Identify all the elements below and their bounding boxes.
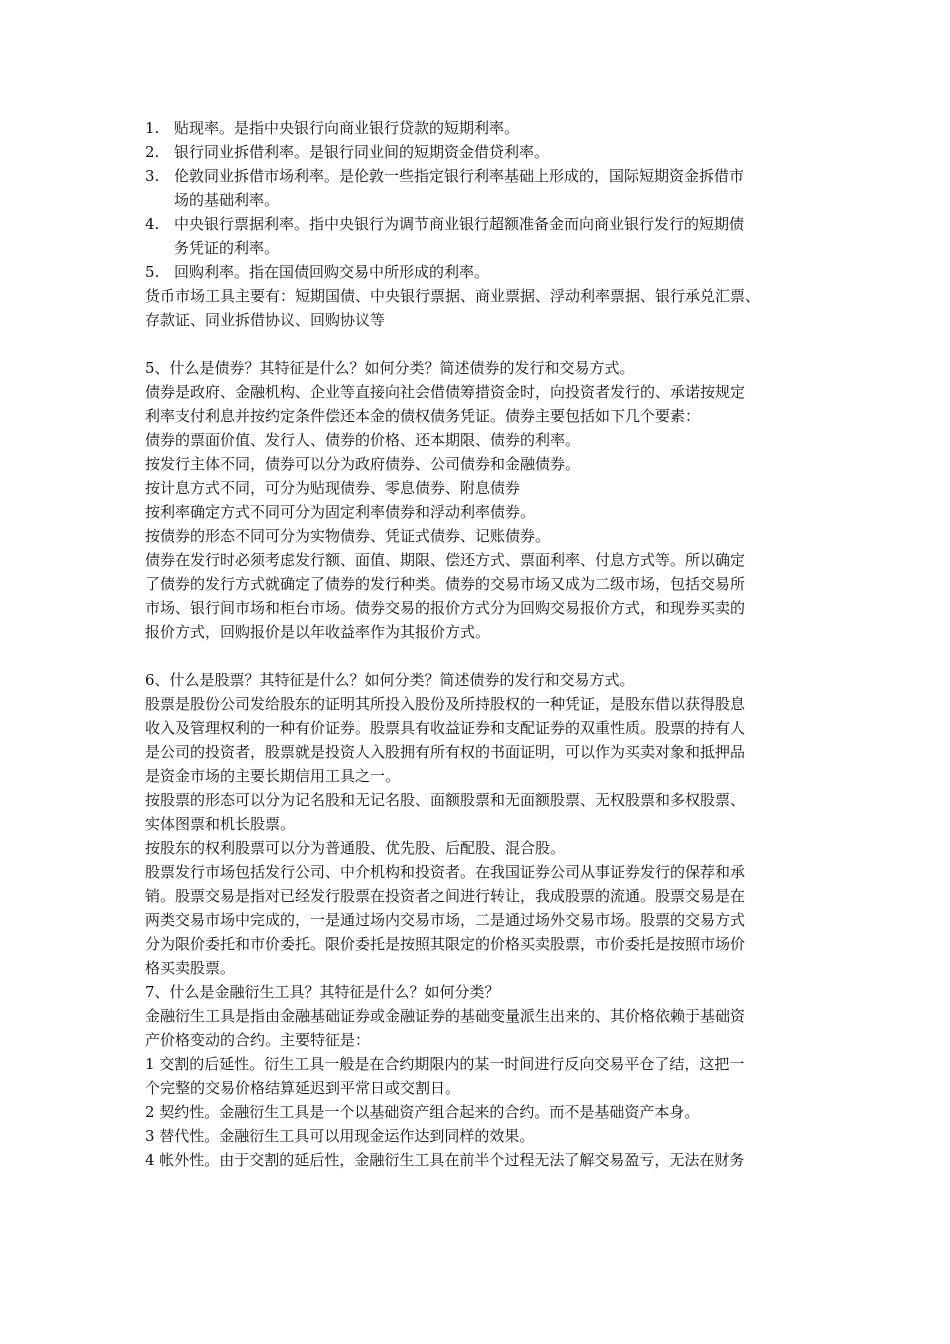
question-5-section [145, 356, 810, 644]
paragraph-line: 是公司的投资者，股票就是投资人入股拥有所有权的书面证明，可以作为买卖对象和抵押品 [145, 743, 746, 761]
paragraph-line: 债券在发行时必须考虑发行额、面值、期限、偿还方式、票面利率、付息方式等。所以确定 [145, 551, 746, 569]
list-text: 务凭证的利率。 [174, 239, 280, 257]
list-number: 2. [145, 143, 160, 161]
paragraph-line: 两类交易市场中完成的，一是通过场内交易市场，二是通过场外交易市场。股票的交易方式 [145, 911, 746, 929]
spacer [145, 644, 810, 668]
list-text: 贴现率。是指中央银行向商业银行贷款的短期利率。 [174, 119, 520, 137]
list-number: 4. [145, 215, 160, 233]
money-market-paragraph [145, 284, 810, 332]
list-number: 1. [145, 119, 160, 137]
list-text: 场的基础利率。 [174, 191, 280, 209]
list-text: 回购利率。指在国债回购交易中所形成的利率。 [174, 263, 490, 281]
paragraph-line: 4 帐外性。由于交割的延后性，金融衍生工具在前半个过程无法了解交易盈亏，无法在财务 [145, 1151, 745, 1169]
spacer [145, 332, 810, 356]
paragraph-line: 收入及管理权利的一种有价证券。股票具有收益证券和支配证券的双重性质。股票的持有人 [145, 719, 746, 737]
paragraph-line: 债券的票面价值、发行人、债券的价格、还本期限、债券的利率。 [145, 431, 581, 449]
question-5-title: 5、什么是债券？其特征是什么？如何分类？简述债券的发行和交易方式。 [145, 359, 635, 377]
paragraph-line: 按股东的权利股票可以分为普通股、优先股、后配股、混合股。 [145, 839, 566, 857]
list-item [145, 164, 810, 212]
question-6-title: 6、什么是股票？其特征是什么？如何分类？简述债券的发行和交易方式。 [145, 671, 635, 689]
list-text: 伦敦同业拆借市场利率。是伦敦一些指定银行利率基础上形成的，国际短期资金拆借市 [174, 167, 745, 185]
list-number: 5. [145, 263, 160, 281]
document-body [145, 116, 810, 1172]
paragraph-line: 报价方式，回购报价是以年收益率作为其报价方式。 [145, 623, 491, 641]
paragraph-line: 市场、银行间市场和柜台市场。债券交易的报价方式分为回购交易报价方式，和现券买卖的 [145, 599, 746, 617]
paragraph-line: 1 交割的后延性。衍生工具一般是在合约期限内的某一时间进行反向交易平仓了结，这把一 [145, 1055, 745, 1073]
list-text: 中央银行票据利率。指中央银行为调节商业银行超额准备金而向商业银行发行的短期债 [174, 215, 745, 233]
paragraph-line: 债券是政府、金融机构、企业等直接向社会借债筹措资金时，向投资者发行的、承诺按规定 [145, 383, 746, 401]
paragraph-line: 股票是股份公司发给股东的证明其所投入股份及所持股权的一种凭证，是股东借以获得股息 [145, 695, 746, 713]
list-text: 银行同业拆借利率。是银行同业间的短期资金借贷利率。 [174, 143, 550, 161]
list-item [145, 212, 810, 260]
paragraph-line: 个完整的交易价格结算延迟到平常日或交割日。 [145, 1079, 461, 1097]
list-number: 3. [145, 167, 160, 185]
paragraph-line: 是资金市场的主要长期信用工具之一。 [145, 767, 401, 785]
paragraph-line: 销。股票交易是指对已经发行股票在投资者之间进行转让，我成股票的流通。股票交易是在 [145, 887, 746, 905]
paragraph-line: 货币市场工具主要有：短期国债、中央银行票据、商业票据、浮动利率票据、银行承兑汇票、 [145, 287, 761, 305]
paragraph-line: 按计息方式不同，可分为贴现债券、零息债券、附息债券 [145, 479, 521, 497]
interest-rate-list [145, 116, 810, 284]
question-7-title: 7、什么是金融衍生工具？其特征是什么？如何分类？ [145, 983, 500, 1001]
list-item [145, 116, 810, 140]
paragraph-line: 按股票的形态可以分为记名股和无记名股、面额股票和无面额股票、无权股票和多权股票、 [145, 791, 746, 809]
paragraph-line: 金融衍生工具是指由金融基础证券或金融证券的基础变量派生出来的、其价格依赖于基础资 [145, 1007, 746, 1025]
paragraph-line: 按发行主体不同，债券可以分为政府债券、公司债券和金融债券。 [145, 455, 581, 473]
question-7-section [145, 980, 810, 1172]
paragraph-line: 股票发行市场包括发行公司、中介机构和投资者。在我国证券公司从事证券发行的保荐和承 [145, 863, 746, 881]
paragraph-line: 利率支付利息并按约定条件偿还本金的债权债务凭证。债券主要包括如下几个要素： [145, 407, 701, 425]
paragraph-line: 产价格变动的合约。主要特征是： [145, 1031, 371, 1049]
paragraph-line: 按利率确定方式不同可分为固定利率债券和浮动利率债券。 [145, 503, 536, 521]
list-item [145, 140, 810, 164]
paragraph-line: 实体图票和机长股票。 [145, 815, 296, 833]
paragraph-line: 按债券的形态不同可分为实物债券、凭证式债券、记账债券。 [145, 527, 551, 545]
paragraph-line: 分为限价委托和市价委托。限价委托是按照其限定的价格买卖股票，市价委托是按照市场价 [145, 935, 746, 953]
paragraph-line: 存款证、同业拆借协议、回购协议等 [145, 311, 386, 329]
paragraph-line: 2 契约性。金融衍生工具是一个以基础资产组合起来的合约。而不是基础资产本身。 [145, 1103, 700, 1121]
paragraph-line: 3 替代性。金融衍生工具可以用现金运作达到同样的效果。 [145, 1127, 535, 1145]
list-item [145, 260, 810, 284]
paragraph-line: 格买卖股票。 [145, 959, 236, 977]
question-6-section [145, 668, 810, 980]
paragraph-line: 了债券的发行方式就确定了债券的发行种类。债券的交易市场又成为二级市场，包括交易所 [145, 575, 746, 593]
